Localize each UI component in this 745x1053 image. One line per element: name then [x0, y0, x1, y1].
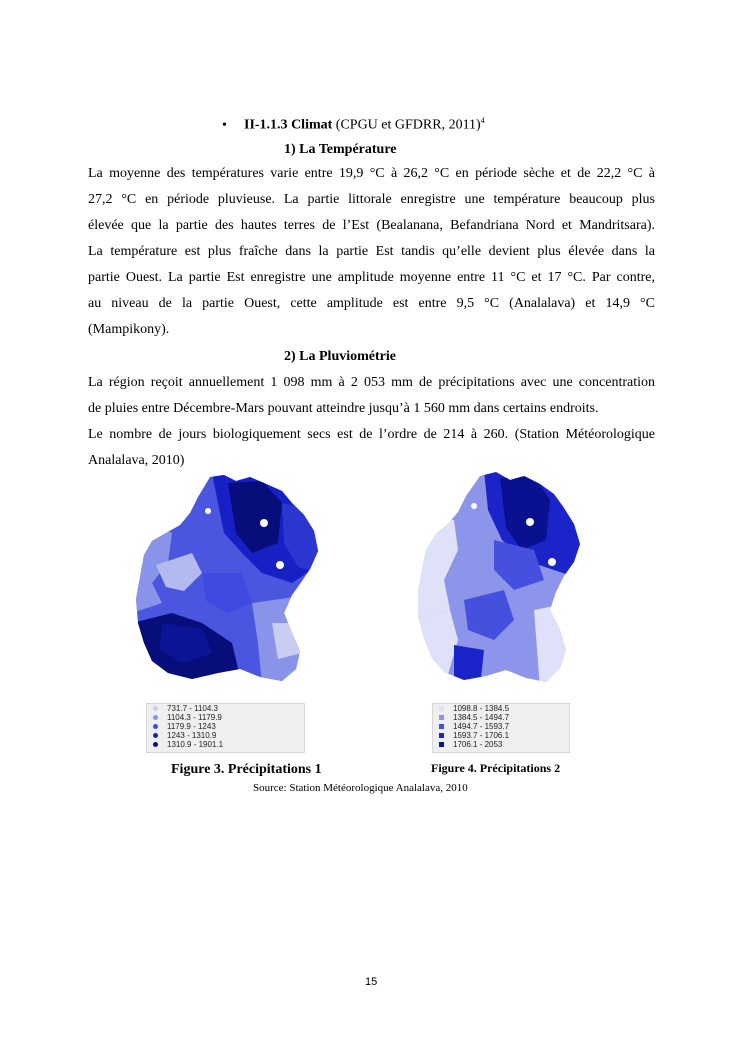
- figure-1-caption: Figure 3. Précipitations 1: [171, 762, 322, 777]
- legend-label: 1706.1 - 2053: [453, 740, 503, 749]
- legend-swatch: [153, 706, 158, 711]
- footnote-marker: 4: [480, 116, 485, 125]
- legend-item: [433, 731, 569, 740]
- legend-label: 731.7 - 1104.3: [167, 704, 219, 713]
- precipitation-map-1: [132, 473, 322, 685]
- legend-swatch: [153, 715, 158, 720]
- legend-label: 1243 - 1310.9: [167, 731, 217, 740]
- bullet: •: [222, 117, 227, 133]
- legend-swatch: [439, 706, 444, 711]
- legend-swatch: [439, 715, 444, 720]
- text-line: de pluies entre Décembre-Mars pouvant atteindre jusqu’à 1 560 mm dans certains endroits.: [88, 401, 599, 416]
- text-line: Analalava, 2010): [88, 453, 185, 468]
- legend-item: [147, 731, 304, 740]
- page-number: 15: [365, 976, 378, 988]
- text-line: La température est plus fraîche dans la partie Est tandis qu’elle devient plus élevée dans la: [88, 244, 655, 259]
- legend-figure-2: [432, 703, 570, 753]
- text-line: Le nombre de jours biologiquement secs est de l’ordre de 214 à 260. (Station Météorologique: [88, 427, 655, 442]
- section-number: II-1.1.3: [244, 117, 288, 133]
- text-line: au niveau de la partie Ouest, cette amplitude est entre 9,5 °C (Analalava) et 14,9 °C: [88, 296, 655, 311]
- pluviometrie-heading: 2) La Pluviométrie: [284, 349, 396, 364]
- legend-label: 1310.9 - 1901.1: [167, 740, 224, 749]
- text-line: La région reçoit annuellement 1 098 mm à 2 053 mm de précipitations avec une concentration: [88, 375, 655, 390]
- legend-item: [147, 713, 304, 722]
- legend-label: 1384.5 - 1494.7: [453, 713, 510, 722]
- text-line: (Mampikony).: [88, 322, 170, 337]
- figure-source: Source: Station Météorologique Analalava, 2010: [253, 782, 468, 794]
- text-line: 27,2 °C en période pluvieuse. La partie littorale enregistre une température beaucoup plus: [88, 192, 655, 207]
- legend-item: [433, 704, 569, 713]
- legend-swatch: [153, 742, 158, 747]
- legend-swatch: [439, 742, 444, 747]
- legend-swatch: [439, 724, 444, 729]
- pluviometrie-paragraph: [88, 370, 655, 474]
- text-line: partie Ouest. La partie Est enregistre une amplitude moyenne entre 11 °C et 17 °C. Par contre,: [88, 270, 655, 285]
- legend-label: 1104.3 - 1179.9: [167, 713, 222, 722]
- legend-label: 1098.8 - 1384.5: [453, 704, 510, 713]
- text-line: La moyenne des températures varie entre 19,9 °C à 26,2 °C en période sèche et de 22,2 °C à: [88, 166, 655, 181]
- section-reference: (CPGU et GFDRR, 2011): [335, 117, 481, 133]
- temperature-heading: 1) La Température: [284, 142, 397, 157]
- legend-item: [147, 740, 304, 749]
- legend-item: [147, 704, 304, 713]
- legend-label: 1494.7 - 1593.7: [453, 722, 510, 731]
- legend-swatch: [439, 733, 444, 738]
- legend-item: [433, 722, 569, 731]
- legend-figure-1: [146, 703, 305, 753]
- text-line: élevée que la partie des hautes terres de l’Est (Bealanana, Befandriana Nord et Mandritsara).: [88, 218, 655, 233]
- legend-swatch: [153, 733, 158, 738]
- legend-label: 1593.7 - 1706.1: [453, 731, 510, 740]
- precipitation-map-2: [414, 470, 584, 688]
- legend-item: [147, 722, 304, 731]
- legend-label: 1179.9 - 1243: [167, 722, 216, 731]
- temperature-paragraph: [88, 161, 655, 343]
- legend-item: [433, 740, 569, 749]
- legend-item: [433, 713, 569, 722]
- section-title: Climat: [291, 117, 333, 133]
- legend-swatch: [153, 724, 158, 729]
- section-heading: [222, 116, 485, 134]
- figure-2-caption: Figure 4. Précipitations 2: [431, 761, 561, 775]
